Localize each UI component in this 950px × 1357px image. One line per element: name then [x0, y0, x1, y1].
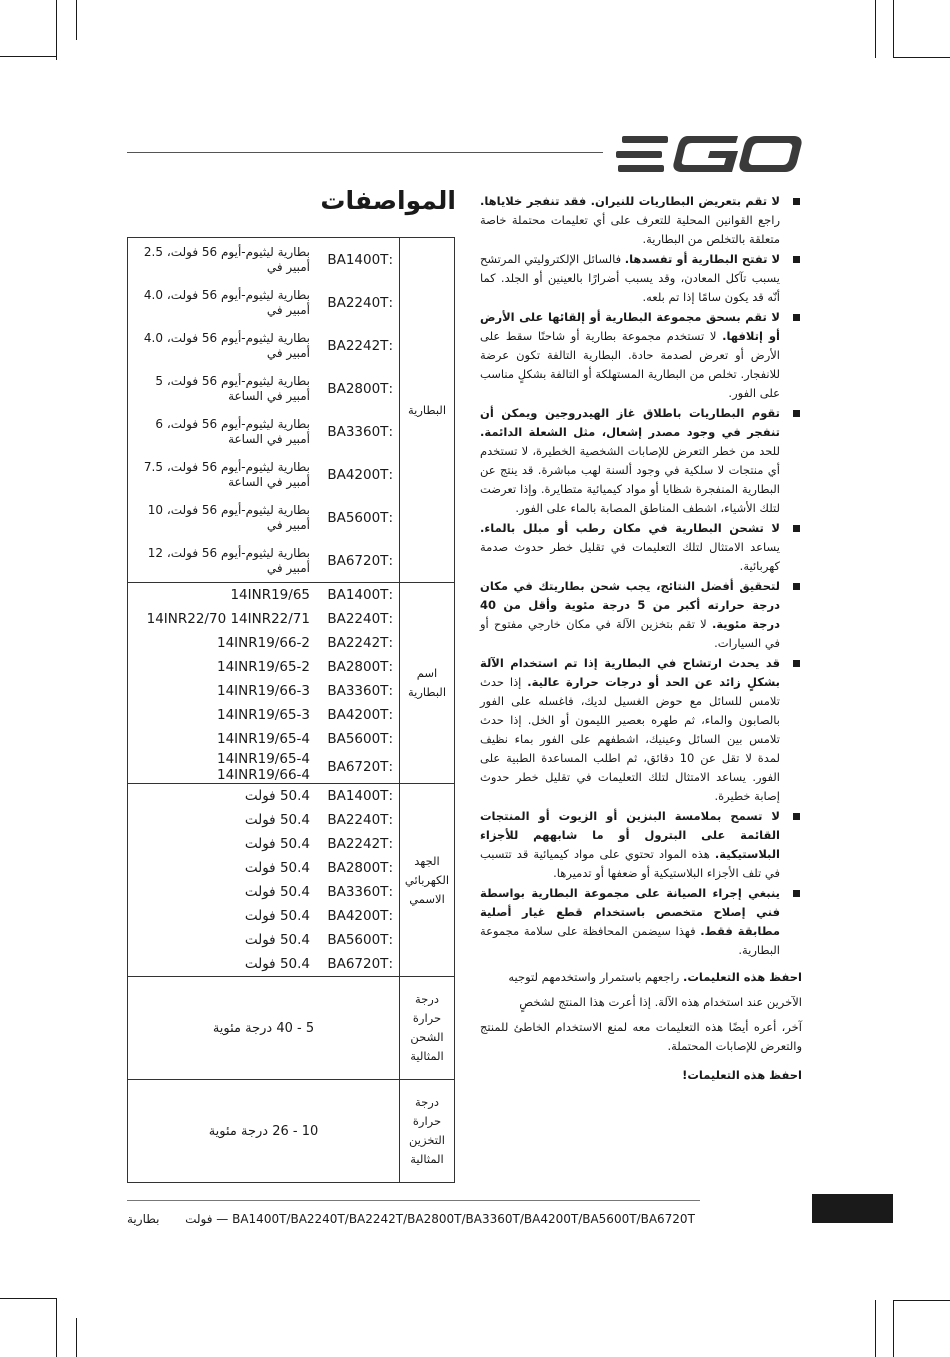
- bullet-square-icon: [793, 525, 800, 532]
- model-cell: :BA5600T: [327, 731, 393, 747]
- value-cell: 50.4 فولت: [244, 932, 310, 948]
- crop-mark: [893, 0, 894, 58]
- crop-mark: [875, 1300, 876, 1357]
- list-item: [480, 884, 802, 960]
- value-cell: 5 - 40 درجة مئوية: [128, 977, 400, 1080]
- model-cell: :BA1400T: [327, 587, 393, 603]
- list-item: [480, 654, 802, 806]
- list-item: [480, 192, 802, 249]
- crop-mark: [76, 1318, 77, 1357]
- footer-battery-word: بطارية: [127, 1212, 160, 1226]
- list-item: [480, 308, 802, 403]
- bullet-text: للحد من خطر التعرض للإصابات الشخصية الخطيرة، لا تستخدم أي منتجات لا سلكية في وجود ألسنة لهب مباشرة. قد ينتج عن البطارية المنفجرة شظايا أو مواد كيميائية متطايرة. وإذا تعرضت لتلك الأشياء، اشطف المناطق المصابة بالماء على الفور.: [480, 444, 780, 515]
- specifications-table: [127, 237, 455, 1183]
- keep-instructions-bold: احفظ هذه التعليمات.: [682, 970, 802, 984]
- value-cell: 14INR22/70 14INR22/71: [146, 611, 310, 627]
- footer-dash: —: [216, 1212, 229, 1226]
- value-cell: بطارية ليثيوم-أيوم 56 فولت، 4.0 أمبير في: [143, 287, 310, 317]
- bullet-bold: قد يحدث ارتشاح في البطارية إذا تم استخدام الآلة بشكلٍ زائد عن الحد أو درجات حرارة عالية.: [480, 656, 780, 689]
- value-cell: بطارية ليثيوم-أيوم 56 فولت، 12 أمبير في: [147, 545, 310, 575]
- category-cell: الجهد الكهربائي الاسمي: [400, 784, 455, 977]
- bullet-square-icon: [793, 256, 800, 263]
- model-cell: :BA3360T: [327, 884, 393, 900]
- crop-mark: [0, 1298, 57, 1299]
- section-title: المواصفات: [320, 186, 456, 215]
- category-cell: درجة حرارة التخزين المثالية: [400, 1080, 455, 1183]
- model-cell: :BA1400T: [327, 251, 393, 268]
- bullet-square-icon: [793, 660, 800, 667]
- model-cell: :BA2242T: [327, 836, 393, 852]
- list-item: [480, 577, 802, 653]
- keep-instructions-text: راجعهم باستمرار واستخدمهم لتوجيه: [508, 970, 683, 984]
- lend-paragraph-continued: آخر، أعره أيضًا هذه التعليمات معه لمنع الاستخدام الخاطئ للمنتج والتعرض للإصابات المحتملة.: [480, 1020, 802, 1053]
- bullet-square-icon: [793, 314, 800, 321]
- value-cell: 50.4 فولت: [244, 956, 310, 972]
- ego-logo: [616, 130, 802, 178]
- model-cell: :BA5600T: [327, 932, 393, 948]
- model-cell: :BA2242T: [327, 635, 393, 651]
- list-item: [480, 250, 802, 307]
- value-cell: 50.4 فولت: [244, 812, 310, 828]
- voltage-group: [128, 784, 455, 977]
- model-cell: :BA3360T: [327, 423, 393, 440]
- value-cell: 50.4 فولت: [244, 836, 310, 852]
- crop-mark: [56, 1298, 57, 1357]
- bullet-bold: لا تفتح البطارية أو تفسدها.: [624, 252, 781, 266]
- model-cell: :BA4200T: [327, 908, 393, 924]
- bullet-bold: لتحقيق أفضل النتائج، يجب شحن بطاريتك في مكان درجة حرارته أكبر من 5 درجة مئوية وأقل من 40 درجة مئوية.: [480, 579, 780, 631]
- model-cell: :BA2240T: [327, 611, 393, 627]
- footer: [127, 1212, 700, 1226]
- value-cell: بطارية ليثيوم-أيوم 56 فولت، 2.5 أمبير في: [143, 244, 310, 274]
- model-cell: :BA4200T: [327, 707, 393, 723]
- battery-name-group: [128, 583, 455, 784]
- bullet-text: فهذا سيضمن المحافظة على سلامة مجموعة البطارية.: [480, 924, 780, 957]
- bullet-square-icon: [793, 890, 800, 897]
- charge-temp-group: [128, 977, 455, 1080]
- value-cell: 50.4 فولت: [244, 884, 310, 900]
- model-cell: :BA3360T: [327, 683, 393, 699]
- bullet-square-icon: [793, 813, 800, 820]
- footer-rule: [127, 1200, 700, 1201]
- category-cell: اسم البطارية: [400, 583, 455, 784]
- model-cell: :BA2240T: [327, 294, 393, 311]
- keep-instructions-paragraph: [480, 968, 802, 987]
- list-item: [480, 404, 802, 518]
- value-cell: بطارية ليثيوم-أيوم 56 فولت، 7.5 أمبير في الساعة: [143, 459, 310, 489]
- model-cell: :BA2800T: [327, 659, 393, 675]
- value-cell: 14INR19/65-2: [216, 659, 310, 675]
- list-item: [480, 519, 802, 576]
- crop-mark: [893, 1300, 950, 1301]
- save-instructions-heading: احفظ هذه التعليمات!: [682, 1068, 802, 1082]
- bullet-bold: لا تقم بسحق مجموعة البطارية أو إلقائها على الأرض أو إتلافها.: [480, 310, 780, 343]
- value-cell: بطارية ليثيوم-أيوم 56 فولت، 5 أمبير في الساعة: [155, 373, 310, 403]
- model-cell: :BA2240T: [327, 812, 393, 828]
- model-cell: :BA2242T: [327, 337, 393, 354]
- value-cell: 14INR19/65-4 14INR19/66-4: [216, 751, 310, 783]
- bullet-text: فالسائل الإلكتروليتي المرتشح يسبب تآكل المعادن، وقد يسبب أضرارًا بالعينين أو الجلد. كما أنّه قد يكون سامًا إذا تم بلعه.: [480, 252, 780, 304]
- value-cell: 50.4 فولت: [244, 908, 310, 924]
- value-cell: بطارية ليثيوم-أيوم 56 فولت، 10 أمبير في: [147, 502, 310, 532]
- model-cell: :BA4200T: [327, 466, 393, 483]
- category-cell: البطارية: [400, 238, 455, 583]
- crop-mark: [893, 57, 950, 58]
- value-cell: 14INR19/65: [230, 587, 310, 603]
- value-cell: 10 - 26 درجة مئوية: [128, 1080, 400, 1183]
- value-cell: 14INR19/65-4: [216, 731, 310, 747]
- crop-mark: [76, 0, 77, 40]
- footer-volt-word: فولت: [185, 1212, 213, 1226]
- crop-mark: [0, 56, 57, 57]
- value-cell: 50.4 فولت: [244, 860, 310, 876]
- bullet-bold: لا تشحن البطارية في مكان رطب أو مبلل بالماء.: [480, 521, 780, 535]
- model-cell: :BA2800T: [327, 380, 393, 397]
- bullet-square-icon: [793, 583, 800, 590]
- crop-mark: [875, 0, 876, 58]
- model-cell: :BA2800T: [327, 860, 393, 876]
- safety-bullets: [480, 192, 802, 1085]
- battery-group: [128, 238, 455, 583]
- bullet-bold: ينبغي إجراء الصيانة على مجموعة البطارية بواسطة فني إصلاح متخصص باستخدام قطع غيار أصلية مطابقة فقط.: [480, 886, 781, 938]
- footer-models: BA1400T/BA2240T/BA2242T/BA2800T/BA3360T/BA4200T/BA5600T/BA6720T: [232, 1212, 695, 1226]
- model-cell: :BA6720T: [327, 552, 393, 569]
- bullet-text: راجع القوانين المحلية للتعرف على أي تعليمات محتملة خاصة متعلقة بالتخلص من البطارية.: [480, 213, 780, 246]
- list-item: [480, 807, 802, 883]
- bullet-text: يساعد الامتثال لتلك التعليمات في تقليل خطر حدوث صدمة كهربائية.: [480, 540, 780, 573]
- bullet-text: لا تقم بتخزين الآلة في مكان خارجي مفتوح أو في السيارات.: [480, 617, 780, 650]
- value-cell: بطارية ليثيوم-أيوم 56 فولت، 4.0 أمبير في: [143, 330, 310, 360]
- bullet-square-icon: [793, 410, 800, 417]
- value-cell: بطارية ليثيوم-أيوم 56 فولت، 6 أمبير في الساعة: [155, 416, 310, 446]
- crop-mark: [56, 0, 57, 60]
- model-cell: :BA6720T: [327, 759, 393, 775]
- bullet-text: إذا حدث تلامس للسائل مع حوض الغسيل لديك، فاغسله على الفور بالصابون والماء، ثم طهره بعصير الليمون أو الخل. إذا حدث تلامس بين السائل وعينيك، اشطفهم على الفور بماء نظيف لمدة لا تقل عن 10 دقائق، ثم اطلب المساعدة الطبية على الفور. يساعد الامتثال لتلك التعليمات في تقليل خطر حدوث إصابة خطيرة.: [480, 675, 780, 803]
- category-cell: درجة حرارة الشحن المثالية: [400, 977, 455, 1080]
- model-cell: :BA5600T: [327, 509, 393, 526]
- value-cell: 14INR19/66-3: [216, 683, 310, 699]
- value-cell: 50.4 فولت: [244, 788, 310, 804]
- bullet-bold: لا تقم بتعريض البطاريات للنيران. فقد تنفجر خلاياها.: [480, 194, 780, 208]
- storage-temp-group: [128, 1080, 455, 1183]
- model-cell: :BA1400T: [327, 788, 393, 804]
- bullet-text: لا تستخدم مجموعة بطارية أو شاحنًا سقط على الأرض أو تعرض لصدمة حادة. البطارية التالفة تكون عرضة للانفجار. تخلص من البطارية المستهلكة أو التالفة بشكلٍ مناسب على الفور.: [480, 329, 780, 400]
- bullet-bold: تقوم البطاريات باطلاق غاز الهيدروجين ويمكن أن تنفجر في وجود مصدر إشعال، مثل الشعلة الدائمة.: [480, 406, 780, 439]
- value-cell: 14INR19/65-3: [216, 707, 310, 723]
- value-cell: 14INR19/66-2: [216, 635, 310, 651]
- header-rule: [127, 152, 603, 153]
- page-number-box: [812, 1194, 893, 1223]
- model-cell: :BA6720T: [327, 956, 393, 972]
- bullet-bold: لا تسمح بملامسة البنزين أو الزيوت أو المنتجات القائمة على البترول أو ما شابههم للأجزاء البلاستيكية.: [480, 809, 780, 861]
- bullet-text: هذه المواد تحتوي على مواد كيميائية قد تتسبب في تلف الأجزاء البلاستيكية أو ضعفها أو تدميرها.: [480, 847, 780, 880]
- crop-mark: [893, 1300, 894, 1357]
- lend-paragraph: الآخرين عند استخدام هذه الآلة. إذا أعرت هذا المنتج لشخصٍ: [519, 995, 802, 1009]
- bullet-square-icon: [793, 198, 800, 205]
